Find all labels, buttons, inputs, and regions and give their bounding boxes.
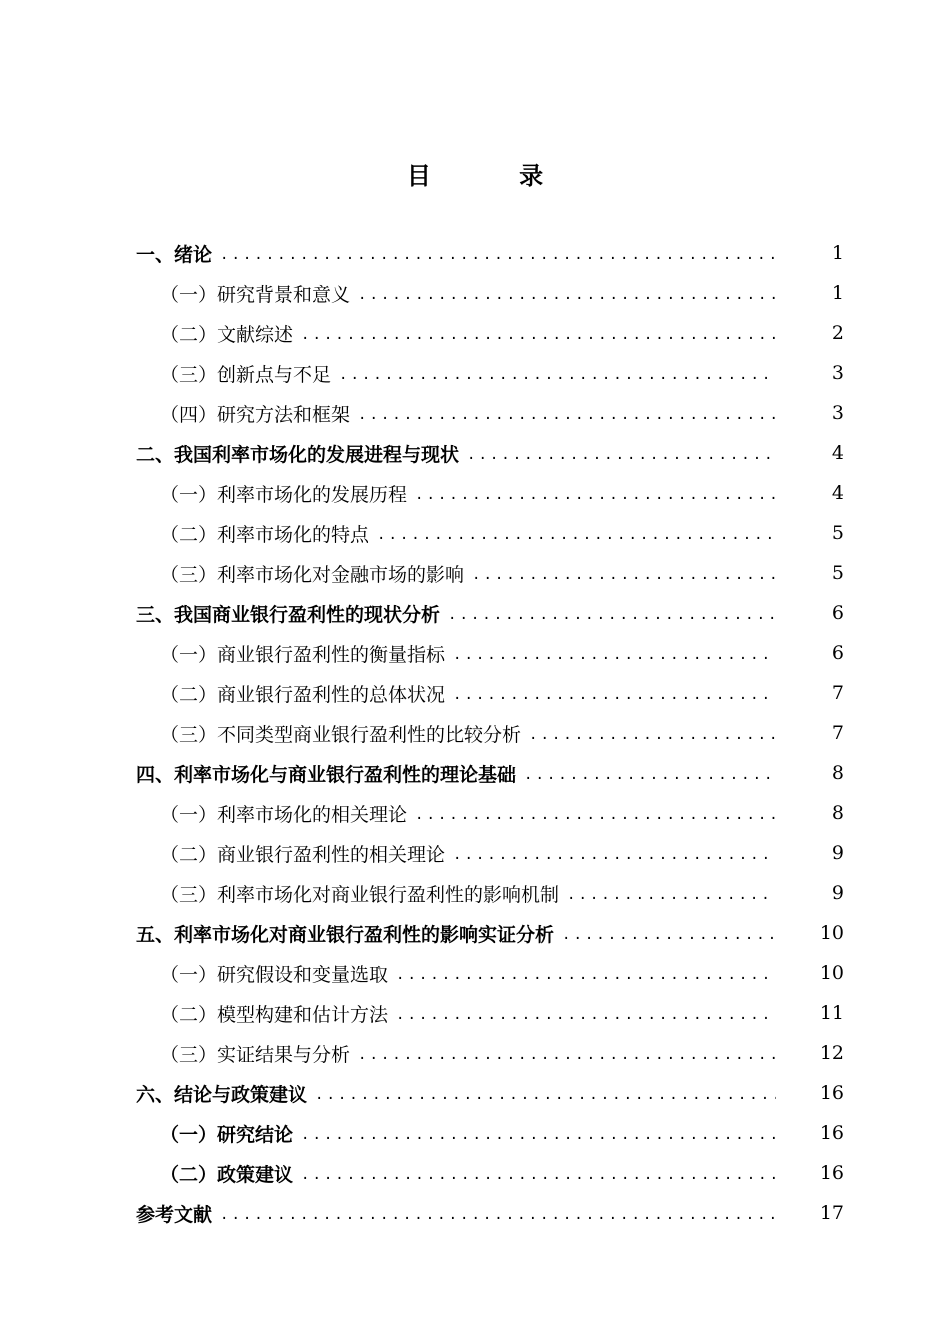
dot-leader <box>453 687 776 703</box>
toc-entry-label: （一）研究背景和意义 <box>160 283 351 306</box>
dot-leader <box>415 487 776 503</box>
toc-section-entry[interactable] <box>136 393 844 433</box>
toc-entry-label: （四）研究方法和框架 <box>160 403 351 426</box>
toc-page-number: 3 <box>831 362 844 384</box>
toc-page-number: 9 <box>831 842 844 864</box>
toc-entry-label: （一）商业银行盈利性的衡量指标 <box>160 643 446 666</box>
toc-page-number: 4 <box>831 482 844 504</box>
toc-page-number: 7 <box>831 722 844 744</box>
dot-leader <box>358 407 776 423</box>
toc-page-number: 2 <box>831 322 844 344</box>
dot-leader <box>453 847 776 863</box>
toc-entry-label: 四、利率市场化与商业银行盈利性的理论基础 <box>136 763 517 786</box>
toc-page-number: 11 <box>819 1002 844 1024</box>
toc-page-number: 16 <box>819 1162 844 1184</box>
dot-leader <box>472 567 776 583</box>
toc-section-entry[interactable] <box>136 833 844 873</box>
toc-entry-label: （三）不同类型商业银行盈利性的比较分析 <box>160 723 522 746</box>
toc-page-number: 6 <box>831 602 844 624</box>
toc-page-number: 5 <box>831 522 844 544</box>
toc-chapter-entry[interactable] <box>136 1193 844 1233</box>
toc-chapter-entry[interactable] <box>136 433 844 473</box>
dot-leader <box>448 607 776 623</box>
dot-leader <box>301 1167 776 1183</box>
page-title: 目 录 <box>406 162 584 190</box>
toc-section-entry[interactable] <box>136 953 844 993</box>
toc-entry-label: （二）商业银行盈利性的相关理论 <box>160 843 446 866</box>
dot-leader <box>220 247 776 263</box>
dot-leader <box>315 1087 776 1103</box>
toc-section-entry[interactable] <box>136 1113 844 1153</box>
toc-section-entry[interactable] <box>136 633 844 673</box>
dot-leader <box>467 447 776 463</box>
toc-chapter-entry[interactable] <box>136 233 844 273</box>
toc-entry-label: （三）利率市场化对金融市场的影响 <box>160 563 465 586</box>
toc-page-number: 10 <box>819 922 844 944</box>
toc-entry-label: （三）创新点与不足 <box>160 363 332 386</box>
dot-leader <box>339 367 776 383</box>
dot-leader <box>301 327 776 343</box>
toc-entry-label: 六、结论与政策建议 <box>136 1083 308 1106</box>
toc-entry-label: （二）文献综述 <box>160 323 294 346</box>
toc-section-entry[interactable] <box>136 353 844 393</box>
toc-section-entry[interactable] <box>136 513 844 553</box>
toc-page-number: 3 <box>831 402 844 424</box>
toc-entry-label: （一）研究假设和变量选取 <box>160 963 389 986</box>
toc-entry-label: 三、我国商业银行盈利性的现状分析 <box>136 603 441 626</box>
dot-leader <box>358 1047 776 1063</box>
toc-entry-label: （二）模型构建和估计方法 <box>160 1003 389 1026</box>
toc-page-number: 6 <box>831 642 844 664</box>
toc-entry-label: （二）商业银行盈利性的总体状况 <box>160 683 446 706</box>
dot-leader <box>220 1207 776 1223</box>
toc-page-number: 1 <box>831 242 844 264</box>
toc-entry-label: （一）利率市场化的发展历程 <box>160 483 408 506</box>
toc-entry-label: （二）政策建议 <box>160 1163 294 1186</box>
toc-page-number: 8 <box>831 802 844 824</box>
toc-entry-label: 五、利率市场化对商业银行盈利性的影响实证分析 <box>136 923 555 946</box>
toc-chapter-entry[interactable] <box>136 593 844 633</box>
dot-leader <box>301 1127 776 1143</box>
toc-chapter-entry[interactable] <box>136 913 844 953</box>
toc-entry-label: （三）实证结果与分析 <box>160 1043 351 1066</box>
toc-chapter-entry[interactable] <box>136 753 844 793</box>
toc-section-entry[interactable] <box>136 993 844 1033</box>
toc-section-entry[interactable] <box>136 873 844 913</box>
toc-section-entry[interactable] <box>136 673 844 713</box>
toc-page-number: 7 <box>831 682 844 704</box>
dot-leader <box>562 927 776 943</box>
dot-leader <box>377 527 776 543</box>
toc-entry-label: 参考文献 <box>136 1203 213 1226</box>
toc-section-entry[interactable] <box>136 553 844 593</box>
dot-leader <box>358 287 776 303</box>
dot-leader <box>396 967 776 983</box>
toc-entry-label: （一）利率市场化的相关理论 <box>160 803 408 826</box>
dot-leader <box>529 727 776 743</box>
toc-section-entry[interactable] <box>136 1153 844 1193</box>
toc-page-number: 16 <box>819 1082 844 1104</box>
toc-entry-label: （二）利率市场化的特点 <box>160 523 370 546</box>
toc-section-entry[interactable] <box>136 1033 844 1073</box>
dot-leader <box>567 887 776 903</box>
dot-leader <box>415 807 776 823</box>
toc-page-number: 10 <box>819 962 844 984</box>
toc-page-number: 5 <box>831 562 844 584</box>
toc-section-entry[interactable] <box>136 713 844 753</box>
toc-page-number: 4 <box>831 442 844 464</box>
toc-entry-label: 一、绪论 <box>136 243 213 266</box>
toc-page-number: 9 <box>831 882 844 904</box>
toc-section-entry[interactable] <box>136 313 844 353</box>
toc-page-number: 16 <box>819 1122 844 1144</box>
dot-leader <box>524 767 776 783</box>
toc-section-entry[interactable] <box>136 793 844 833</box>
toc-page-number: 8 <box>831 762 844 784</box>
toc-section-entry[interactable] <box>136 473 844 513</box>
toc-page-number: 12 <box>819 1042 844 1064</box>
dot-leader <box>453 647 776 663</box>
toc-entry-label: （三）利率市场化对商业银行盈利性的影响机制 <box>160 883 560 906</box>
toc-entry-label: （一）研究结论 <box>160 1123 294 1146</box>
dot-leader <box>396 1007 776 1023</box>
toc-entry-label: 二、我国利率市场化的发展进程与现状 <box>136 443 460 466</box>
toc-page-number: 17 <box>819 1202 844 1224</box>
toc-section-entry[interactable] <box>136 273 844 313</box>
toc-chapter-entry[interactable] <box>136 1073 844 1113</box>
table-of-contents <box>136 233 844 1233</box>
toc-page-number: 1 <box>831 282 844 304</box>
